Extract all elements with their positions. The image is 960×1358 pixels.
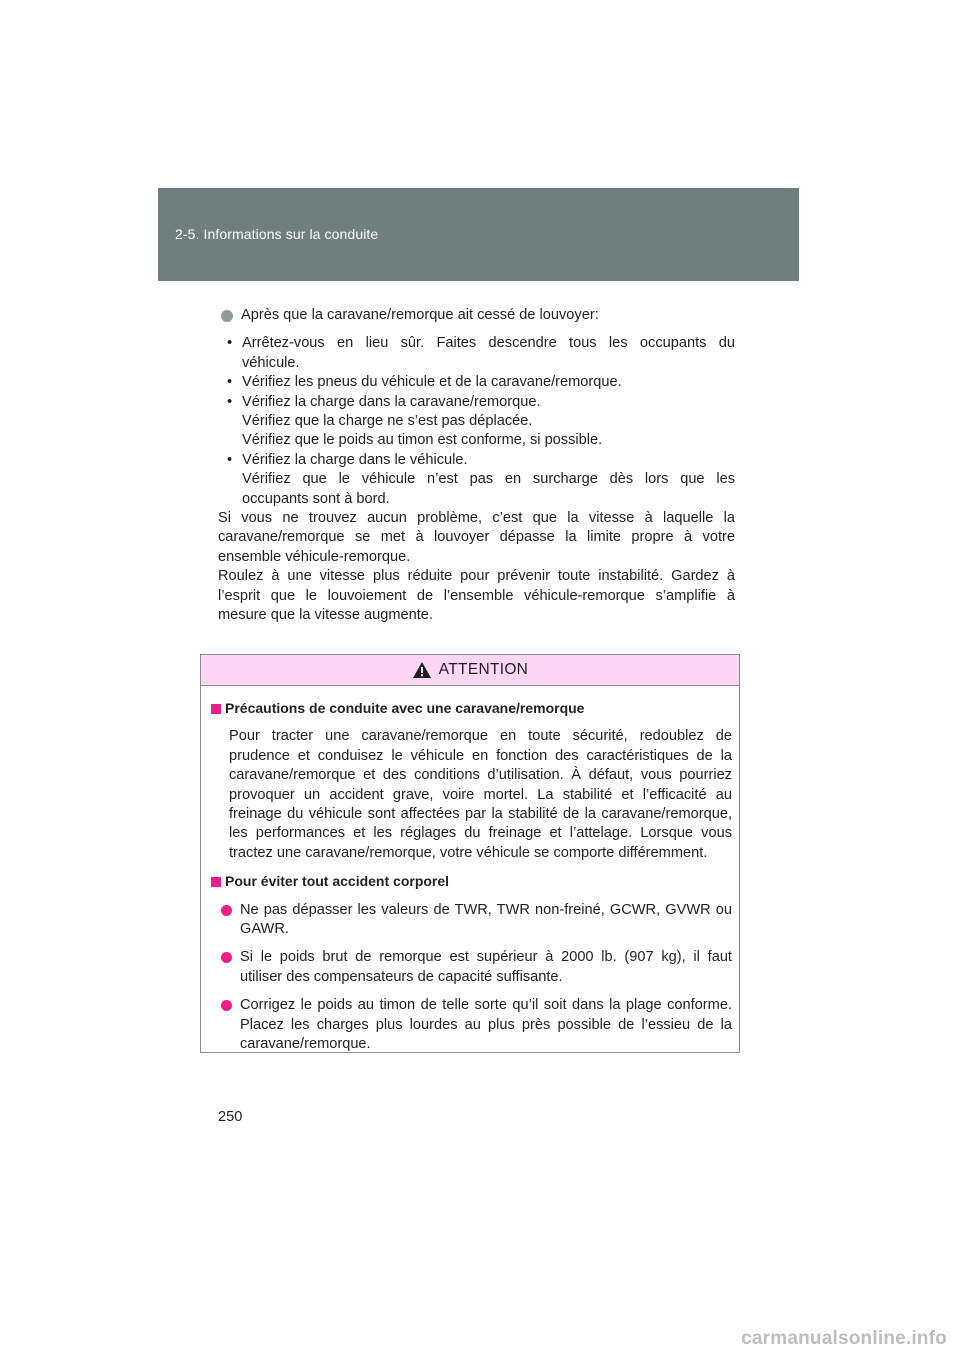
section-paragraph xyxy=(229,727,732,863)
paragraph-line: l’esprit que le louvoiement de l’ensemble véhicule-remorque s’amplifie à xyxy=(218,587,735,604)
paragraph-line: provoquer un accident grave, voire mortel. La stabilité et l’efficacité au xyxy=(229,786,732,803)
paragraph-line: freinage du véhicule sont affectées par la stabilité de la caravane/remorque, xyxy=(229,806,732,823)
warning-triangle-icon xyxy=(412,661,432,679)
list-item-line: Corrigez le poids au timon de telle sorte qu’il soit dans la plage conforme. xyxy=(240,997,732,1014)
page-number: 250 xyxy=(218,1109,243,1125)
bullet-dot-icon xyxy=(221,905,232,916)
paragraph-line: Pour tracter une caravane/remorque en toute sécurité, redoublez de xyxy=(229,728,732,745)
square-bullet-icon xyxy=(211,704,221,714)
list-item-line: Vérifiez que la charge ne s’est pas déplacée. xyxy=(242,413,533,430)
paragraph-line: prudence et conduisez le véhicule en fonction des caractéristiques de la xyxy=(229,747,732,764)
paragraph-line: Roulez à une vitesse plus réduite pour prévenir toute instabilité. Gardez à xyxy=(218,568,735,585)
bullet-mark: • xyxy=(227,451,233,468)
list-item xyxy=(221,996,732,1054)
sub-list xyxy=(224,334,735,509)
paragraph xyxy=(218,567,735,625)
bullet-mark: • xyxy=(227,393,233,410)
list-item-line: GAWR. xyxy=(240,921,289,938)
list-item xyxy=(224,334,735,373)
paragraph-line: caravane/remorque et des conditions d’utilisation. À défaut, vous pourriez xyxy=(229,767,732,784)
attention-title: ATTENTION xyxy=(438,661,529,678)
paragraph-line: caravane/remorque se met à louvoyer dépasse la limite propre à votre xyxy=(218,529,735,546)
list-item-line: Vérifiez la charge dans la caravane/remorque. xyxy=(242,393,541,410)
attention-content xyxy=(201,686,739,1055)
section-heading xyxy=(211,872,732,891)
square-bullet-icon xyxy=(211,877,221,887)
section-heading-text: Précautions de conduite avec une caravane/remorque xyxy=(225,700,585,716)
section-title: 2-5. Informations sur la conduite xyxy=(175,226,379,242)
paragraph-line: Si vous ne trouvez aucun problème, c’est que la vitesse à laquelle la xyxy=(218,510,735,527)
list-item-line: occupants sont à bord. xyxy=(242,490,390,507)
list-item-line: caravane/remorque. xyxy=(240,1036,371,1053)
list-item-line: Vérifiez les pneus du véhicule et de la caravane/remorque. xyxy=(242,374,622,391)
section-header-band xyxy=(158,188,799,281)
bullet-dot-icon xyxy=(221,1000,232,1011)
list-item-line: Placez les charges plus lourdes au plus près possible de l’essieu de la xyxy=(240,1016,732,1033)
list-item xyxy=(224,393,735,451)
list-item-line: Vérifiez la charge dans le véhicule. xyxy=(242,451,468,468)
paragraph-line: tractez une caravane/remorque, votre véhicule se comporte différemment. xyxy=(229,844,708,861)
bullet-mark: • xyxy=(227,374,233,391)
list-item xyxy=(224,451,735,509)
list-item-line: Arrêtez-vous en lieu sûr. Faites descendre tous les occupants du xyxy=(242,335,735,352)
list-item-line: Vérifiez que le véhicule n’est pas en surcharge dès lors que les xyxy=(242,471,735,488)
bullet-dot-icon xyxy=(221,310,233,322)
bullet-dot-icon xyxy=(221,952,232,963)
attention-box xyxy=(200,654,740,1053)
list-item-line: Vérifiez que le poids au timon est conforme, si possible. xyxy=(242,432,603,449)
list-item xyxy=(221,948,732,987)
list-item-line: véhicule. xyxy=(242,354,300,371)
bullet-heading-text: Après que la caravane/remorque ait cessé de louvoyer: xyxy=(241,307,599,323)
paragraph-line: ensemble véhicule-remorque. xyxy=(218,548,411,565)
list-item-line: utiliser des compensateurs de capacité suffisante. xyxy=(240,968,563,985)
attention-header xyxy=(201,655,739,686)
paragraph-line: les performances et les réglages du freinage et l’attelage. Lorsque vous xyxy=(229,825,732,842)
list-item-line: Ne pas dépasser les valeurs de TWR, TWR non-freiné, GCWR, GVWR ou xyxy=(240,901,732,918)
bullet-mark: • xyxy=(227,335,233,352)
list-item xyxy=(224,373,735,392)
paragraph xyxy=(218,509,735,567)
section-heading xyxy=(211,699,732,718)
list-item-line: Si le poids brut de remorque est supérieur à 2000 lb. (907 kg), il faut xyxy=(240,949,732,966)
main-text xyxy=(218,306,735,626)
watermark: carmanualsonline.info xyxy=(741,1328,947,1349)
list-item xyxy=(221,901,732,940)
bullet-heading xyxy=(221,306,735,325)
paragraph-line: mesure que la vitesse augmente. xyxy=(218,607,433,624)
section-heading-text: Pour éviter tout accident corporel xyxy=(225,873,450,890)
